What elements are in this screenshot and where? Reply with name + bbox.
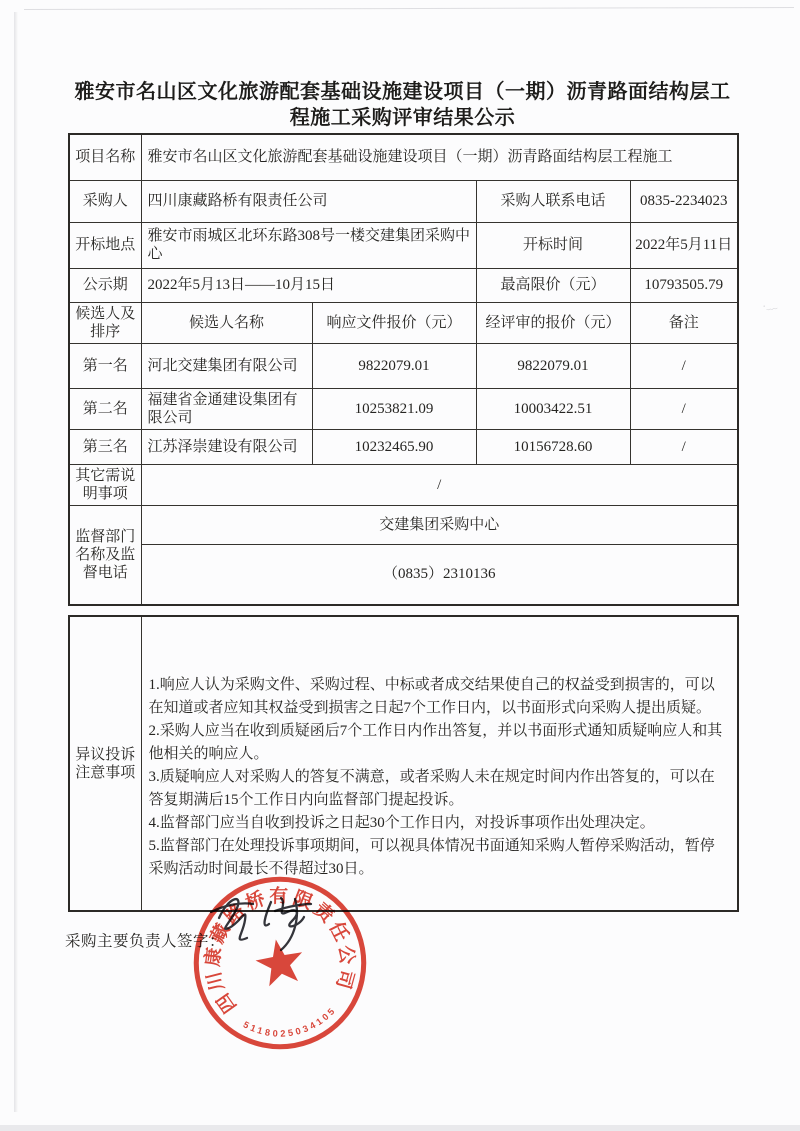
document-content [65, 0, 737, 951]
max-price-label: 最高限价（元） [476, 268, 630, 302]
other-notes-label: 其它需说明事项 [69, 464, 141, 505]
candidate-rank: 第二名 [69, 388, 141, 429]
page-title-line2: 程施工采购评审结果公示 [289, 107, 516, 129]
scan-bottom-edge [0, 1125, 800, 1131]
col-header-name: 候选人名称 [141, 302, 312, 343]
purchaser-phone-label: 采购人联系电话 [476, 180, 630, 222]
page-title [68, 79, 737, 131]
col-header-remark: 备注 [630, 302, 738, 343]
candidate-evaluated: 10156728.60 [476, 429, 630, 464]
table-row [69, 505, 738, 544]
page-title-line1: 雅安市名山区文化旅游配套基础设施建设项目（一期）沥青路面结构层工 [74, 81, 731, 103]
other-notes-value: / [141, 464, 738, 505]
candidate-evaluated: 9822079.01 [476, 343, 630, 388]
objection-item-3: 3.质疑响应人对采购人的答复不满意，或者采购人未在规定时间内作出答复的，可以在答复期满后15个工作日内向监督部门提起投诉。 [148, 769, 715, 808]
candidate-rank: 第一名 [69, 343, 141, 388]
candidate-bid: 9822079.01 [312, 343, 476, 388]
candidate-evaluated: 10003422.51 [476, 388, 630, 429]
candidate-name: 江苏泽崇建设有限公司 [141, 429, 312, 464]
table-row [69, 134, 738, 180]
signer-line [65, 929, 737, 951]
bid-place-value: 雅安市雨城区北环东路308号一楼交建集团采购中心 [141, 222, 476, 268]
objection-item-1: 1.响应人认为采购文件、采购过程、中标或者成交结果使自己的权益受到损害的，可以在知道或者应知其权益受到损害之日起7个工作日内，以书面形式向采购人提出质疑。 [148, 677, 715, 716]
seal-code-text: 5118025034105 [241, 1004, 339, 1039]
table-row [69, 464, 738, 505]
objection-item-5: 5.监督部门在处理投诉事项期间，可以视具体情况书面通知采购人暂停采购活动，暂停采购活动时间最长不得超过30日。 [148, 838, 715, 877]
supervision-phone: （0835）2310136 [141, 544, 738, 605]
table-row [69, 268, 738, 302]
candidate-bid: 10232465.90 [312, 429, 476, 464]
project-name-value: 雅安市名山区文化旅游配套基础设施建设项目（一期）沥青路面结构层工程施工 [141, 134, 738, 180]
candidate-row [69, 429, 738, 464]
purchaser-value: 四川康藏路桥有限责任公司 [141, 180, 476, 222]
col-header-rank: 候选人及排序 [69, 302, 141, 343]
candidate-row [69, 343, 738, 388]
col-header-bid: 响应文件报价（元） [312, 302, 476, 343]
candidate-name: 河北交建集团有限公司 [141, 343, 312, 388]
candidate-rank: 第三名 [69, 429, 141, 464]
candidate-name: 福建省金通建设集团有限公司 [141, 388, 312, 429]
col-header-evaluated: 经评审的报价（元） [476, 302, 630, 343]
table-row [69, 544, 738, 605]
scan-noise-mark: ·﹏ [761, 299, 778, 314]
candidate-remark: / [630, 343, 738, 388]
objection-item-4: 4.监督部门应当自收到投诉之日起30个工作日内，对投诉事项作出处理决定。 [148, 815, 655, 831]
supervision-label: 监督部门名称及监督电话 [69, 505, 141, 605]
signature-scribble [205, 886, 355, 971]
objection-label: 异议投诉注意事项 [69, 616, 141, 911]
seal-company-text: 四川康藏路桥有限责任公司 [202, 886, 358, 1017]
objection-table [68, 615, 739, 912]
signer-label: 采购主要负责人签字： [65, 933, 226, 950]
objection-item-2: 2.采购人应当在收到质疑函后7个工作日内作出答复，并以书面形式通知质疑响应人和其他相关的响应人。 [148, 723, 723, 762]
bid-place-label: 开标地点 [69, 222, 141, 268]
publicity-label: 公示期 [69, 268, 141, 302]
bid-time-value: 2022年5月11日 [630, 222, 738, 268]
publicity-value: 2022年5月13日——10月15日 [141, 268, 476, 302]
scan-left-shadow [14, 12, 18, 1112]
project-name-label: 项目名称 [69, 134, 141, 180]
objection-items [141, 616, 738, 911]
objection-row [69, 616, 738, 911]
candidate-bid: 10253821.09 [312, 388, 476, 429]
bid-time-label: 开标时间 [476, 222, 630, 268]
table-row [69, 180, 738, 222]
candidate-remark: / [630, 429, 738, 464]
candidate-row [69, 388, 738, 429]
supervision-dept: 交建集团采购中心 [141, 505, 738, 544]
candidate-remark: / [630, 388, 738, 429]
purchaser-label: 采购人 [69, 180, 141, 222]
candidates-header-row [69, 302, 738, 343]
result-table [68, 133, 739, 606]
max-price-value: 10793505.79 [630, 268, 738, 302]
purchaser-phone-value: 0835-2234023 [630, 180, 738, 222]
table-row [69, 222, 738, 268]
